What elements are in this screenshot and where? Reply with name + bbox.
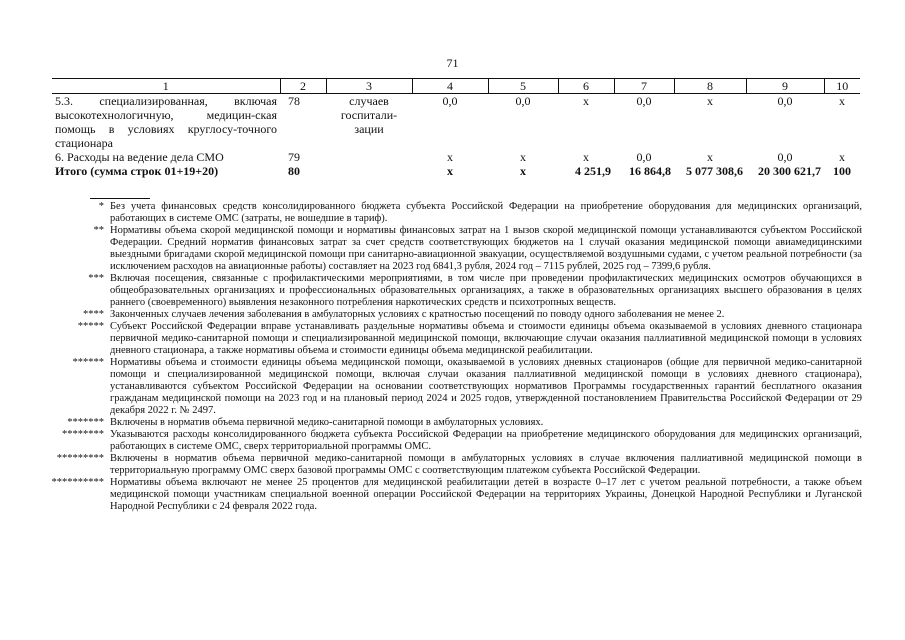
footnote-text: Без учета финансовых средств консолидированного бюджета субъекта Российской Федерации на приобретение оборудования для медицинских организаций, работающих в системе ОМС (затраты, не вошедшие в тариф). xyxy=(110,201,862,224)
row-code: 79 xyxy=(288,150,300,164)
cell-value: х xyxy=(583,94,589,108)
footnote-text: Включая посещения, связанные с профилактическими мероприятиями, в том числе при проведении профилактических медицинских осмотров обучающихся в общеобразовательных организациях и профессиональных образовательных организациях, а также в образовательных организациях высшего образования в целях раннего (своевременного) выявления незаконного потребления наркотических средств и психотропных веществ. xyxy=(110,273,862,308)
cell-value: х xyxy=(839,150,845,164)
footnote-mark: *** xyxy=(88,273,104,284)
page-number: 71 xyxy=(446,56,459,70)
column-number: 3 xyxy=(326,79,412,94)
column-number: 10 xyxy=(824,79,860,94)
footnote xyxy=(40,309,862,321)
footnote-text: Нормативы объема и стоимости единицы объема медицинской помощи, оказываемой в условиях дневных стационаров (общие для первичной медико-санитарной помощи и специализированной медицинской помощи, включая случаи оказания паллиативной медицинской помощи в условиях дневного стационара), устанавливаются субъектом Российской Федерации на основании соответствующих нормативов Программы государственных гарантий бесплатного оказания гражданам медицинской помощи на 2023 год и на плановый период 2024 и 2025 годов, утвержденной постановлением Правительства Российской Федерации от 29 декабря 2022 г. № 2497. xyxy=(110,357,862,416)
footnote-mark: ****** xyxy=(72,357,104,368)
column-number: 8 xyxy=(674,79,746,94)
footnote-mark: **** xyxy=(83,309,104,320)
column-number: 9 xyxy=(746,79,824,94)
total-row xyxy=(52,164,860,178)
footnote xyxy=(40,273,862,309)
cell-value: 20 300 621,7 xyxy=(758,164,821,178)
cell-value: 0,0 xyxy=(636,94,652,108)
footnote xyxy=(40,453,862,477)
row-code: 80 xyxy=(288,164,300,178)
footnote xyxy=(40,429,862,453)
cell-value: х xyxy=(707,94,713,108)
footnote-mark: ******* xyxy=(67,417,104,428)
footnote-text: Нормативы объема включают не менее 25 процентов для медицинской реабилитации детей в возрасте 0–17 лет с учетом реальной потребности, а также объем медицинской помощи участникам специальной военной операции Российской Федерации на территориях Украины, Донецкой Народной Республики и Луганской Народной Республики с 24 февраля 2022 года. xyxy=(110,477,862,512)
footnote-mark: ******** xyxy=(62,429,104,440)
cell-value: 0,0 xyxy=(442,94,458,108)
footnote xyxy=(40,225,862,273)
footnote-mark: ***** xyxy=(77,321,104,332)
footnote-text: Законченных случаев лечения заболевания в амбулаторных условиях с кратностью посещений по поводу одного заболевания не менее 2. xyxy=(110,309,725,320)
footnote xyxy=(40,201,862,225)
cell-value: х xyxy=(707,150,713,164)
cell-value: 0,0 xyxy=(777,150,793,164)
footnote-text: Указываются расходы консолидированного бюджета субъекта Российской Федерации на приобретение медицинского оборудования для медицинских организаций, работающих в системе ОМС, сверх территориальной программы ОМС. xyxy=(110,429,862,452)
cell-value: 0,0 xyxy=(636,150,652,164)
cell-value: 0,0 xyxy=(515,94,531,108)
column-number: 7 xyxy=(614,79,674,94)
footnote-divider xyxy=(90,198,150,199)
column-number: 6 xyxy=(558,79,614,94)
cell-value: х xyxy=(447,164,453,178)
footnote xyxy=(40,477,862,513)
footnote-mark: ********* xyxy=(56,453,104,464)
footnote-mark: * xyxy=(98,201,104,212)
table-row xyxy=(52,150,860,164)
footnote xyxy=(40,321,862,357)
cell-value: 5 077 308,6 xyxy=(686,164,743,178)
footnote-text: Нормативы объема скорой медицинской помощи и нормативы финансовых затрат на 1 вызов скорой медицинской помощи устанавливаются субъектом Российской Федерации. Средний норматив финансовых затрат за счет средств соответствующих бюджетов на 1 случай оказания медицинской помощи авиамедицинскими выездными бригадами скорой медицинской помощи при санитарно-авиационной эвакуации, осуществляемой воздушными судами, с учетом реальной потребности (за исключением расходов на авиационные работы) составляет на 2023 год 6841,3 рубля, 2024 год – 7115 рублей, 2025 год – 7399,6 рубля. xyxy=(110,225,862,272)
column-number: 1 xyxy=(52,79,280,94)
row-name: 5.3. специализированная, включая высокотехнологичную, медицин-ская помощь в условиях круглосу-точного стационара xyxy=(55,94,277,150)
row-name: Итого (сумма строк 01+19+20) xyxy=(55,164,219,178)
cell-value: х xyxy=(447,150,453,164)
footnote-text: Включены в норматив объема первичной медико-санитарной помощи в амбулаторных условиях. xyxy=(110,417,544,428)
cell-value: х xyxy=(520,150,526,164)
footnote-text: Субъект Российской Федерации вправе устанавливать раздельные нормативы объема и стоимости единицы объема оказываемой в условиях дневного стационара первичной медико-санитарной помощи и специализированной медицинской помощи, включающие случаи оказания паллиативной медицинской помощи в условиях дневного стационара, а также нормативы объема и стоимости единицы объема медицинской реабилитации. xyxy=(110,321,862,356)
cell-value: х xyxy=(583,150,589,164)
column-number: 2 xyxy=(280,79,326,94)
footnotes xyxy=(40,201,862,513)
table-header-row xyxy=(52,79,860,94)
row-name: 6. Расходы на ведение дела СМО xyxy=(55,150,224,164)
footnote-mark: ** xyxy=(93,225,104,236)
data-table xyxy=(52,78,860,178)
column-number: 5 xyxy=(488,79,558,94)
row-code: 78 xyxy=(288,94,300,108)
cell-value: 0,0 xyxy=(777,94,793,108)
footnote-text: Включены в норматив объема первичной медико-санитарной помощи в амбулаторных условиях в случае включения паллиативной медицинской помощи в территориальную программу ОМС сверх базовой программы ОМС с соответствующим платежом субъекта Российской Федерации. xyxy=(110,453,862,476)
footnote xyxy=(40,417,862,429)
cell-value: 100 xyxy=(833,164,851,178)
cell-value: 16 864,8 xyxy=(629,164,671,178)
cell-value: х xyxy=(520,164,526,178)
cell-value: 4 251,9 xyxy=(575,164,611,178)
footnote xyxy=(40,357,862,417)
row-unit: случаев госпитали-зации xyxy=(340,94,398,136)
row-unit xyxy=(326,164,412,178)
cell-value: х xyxy=(839,94,845,108)
row-unit xyxy=(326,150,412,164)
table-row xyxy=(52,94,860,151)
column-number: 4 xyxy=(412,79,488,94)
footnote-mark: ********** xyxy=(51,477,104,488)
